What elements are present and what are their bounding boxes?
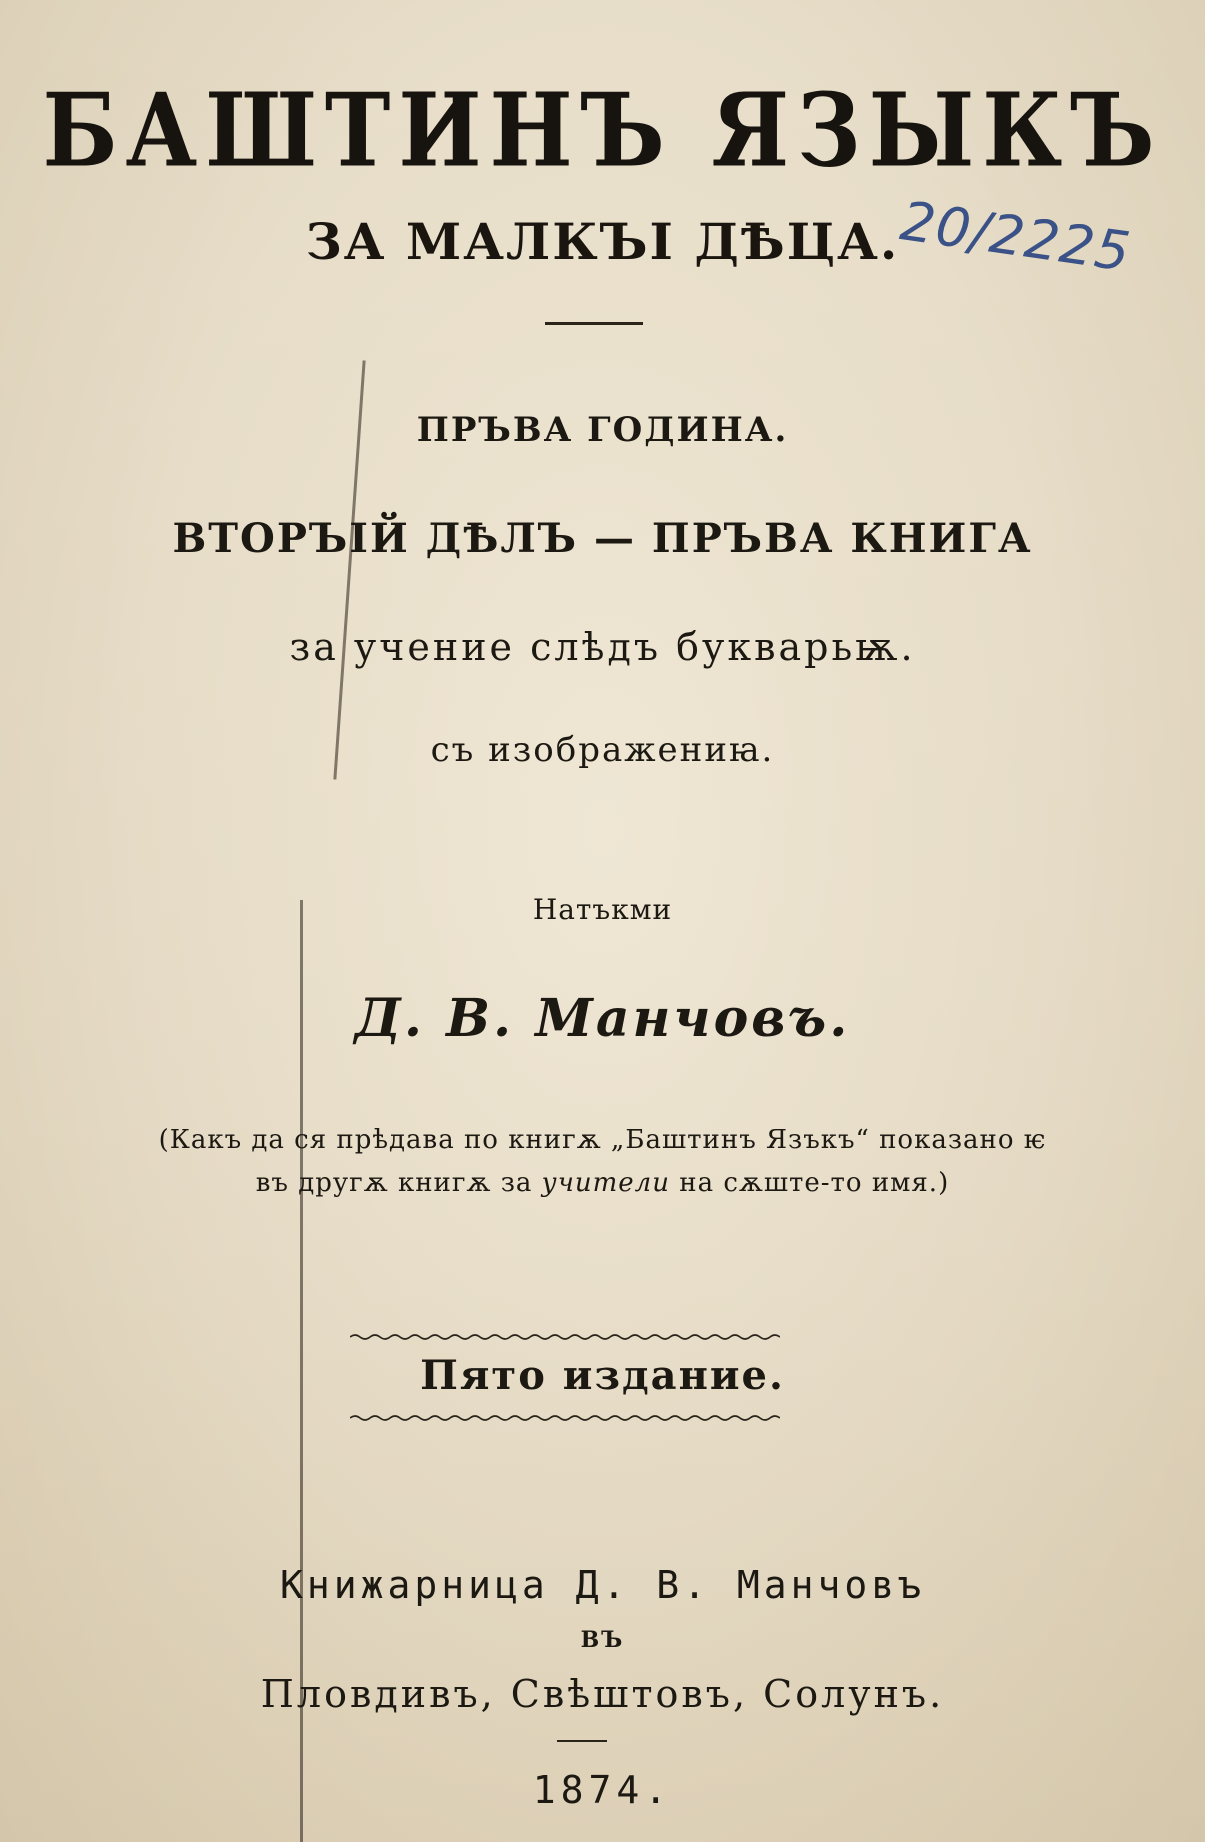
prepared-by-label: Натъкми [532,893,673,926]
note-text-before: въ другѫ книгѫ за [255,1168,542,1198]
publisher-name: Книжарница Д. В. Манчовъ [279,1563,926,1607]
teaching-note-line-2 [0,1163,1205,1203]
school-year-label: ПРЪВА ГОДИНА. [416,410,789,450]
illustrations-line: съ изображениꙗ. [430,730,775,770]
book-subtitle: ЗА МАЛКЪІ ДѢЦА. [305,212,900,271]
teaching-note-line-1: (Какъ да ся прѣдава по книгѫ „Баштинъ Язъкъ“ показано ѥ [158,1125,1047,1155]
publication-year: 1874. [532,1768,673,1812]
note-emphasis: учители [541,1168,670,1198]
year-divider [557,1740,607,1742]
publisher-cities: Пловдивъ, Свѣштовъ, Солунъ. [260,1672,945,1716]
author-name: Д. В. Манчовъ. [354,988,851,1049]
edition-label: Пято издание. [420,1352,785,1399]
title-divider [545,322,643,325]
book-title: БАШТИНЪ ЯЗЫКЪ [42,70,1163,190]
edition-ornament-top [350,1333,780,1341]
note-text-after: на сѫште-то имя.) [669,1168,950,1198]
purpose-line: за учение слѣдъ букварьѭ. [289,625,916,669]
part-heading: ВТОРЪІЙ ДѢЛЪ — ПРЪВА КНИГА [172,515,1033,562]
in-word: ВЪ [580,1627,625,1653]
edition-ornament-bottom [350,1414,780,1422]
handwritten-shelfmark: 20/2225 [896,189,1135,284]
